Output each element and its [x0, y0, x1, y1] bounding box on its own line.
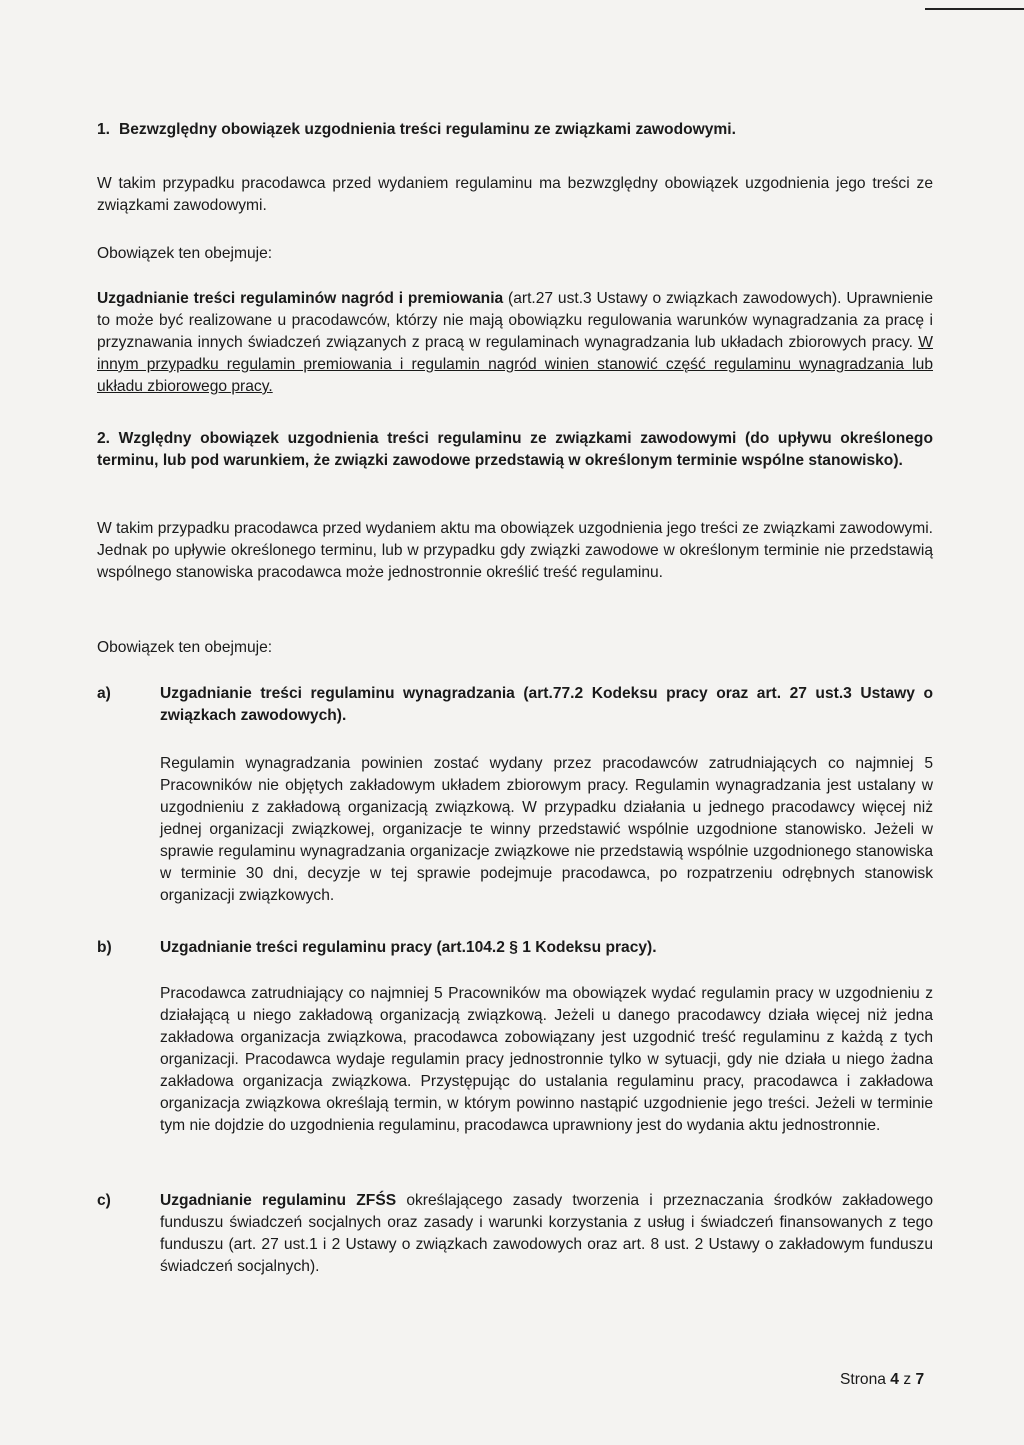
section-1-item-body: Uprawnienie to może być realizowane u pracodawców, którzy nie mają obowiązku regulowania warunków wynagradzania za pracę i przyznawania innych świadczeń związanych z pracą w regulaminach wynagradzania lub układach zbiorowych pracy. [97, 290, 933, 351]
section-2-heading: 2. Względny obowiązek uzgodnienia treści regulaminu ze związkami zawodowymi (do upływu określonego terminu, lub pod warunkiem, że związki zawodowe przedstawią w określonym terminie wspólne stanowisko). [97, 430, 933, 469]
item-b-body: Pracodawca zatrudniający co najmniej 5 Pracowników ma obowiązek wydać regulamin pracy w uzgodnieniu z działającą u niego zakładową organizacją związkową. Jeżeli u danego pracodawcy działa więcej niż jedna zakładowa organizacja związkowa, pracodawca zobowiązany jest uzgodnić treść regulaminu z każdą z tych organizacji. Pracodawca wydaje regulamin pracy jednostronnie tylko w sytuacji, gdy nie działa u niego żadna zakładowa organizacja związkowa. Przystępując do ustalania regulaminu pracy, pracodawca i zakładowa organizacja związkowa określają termin, w którym powinno nastąpić uzgodnienie jego treści. Jeżeli w terminie tym nie dojdzie do uzgodnienia regulaminu, pracodawca uprawniony jest do wydania aktu jednostronnie. [160, 985, 933, 1134]
section-1-body: W takim przypadku pracodawca przed wydaniem regulaminu ma bezwzględny obowiązek uzgodnienia jego treści ze związkami zawodowymi. [97, 175, 933, 214]
item-a-body: Regulamin wynagradzania powinien zostać wydany przez pracodawców zatrudniających co najmniej 5 Pracowników nie objętych zakładowym układem zbiorowym pracy. Regulamin wynagradzania jest ustalany w uzgodnieniu z zakładową organizacją związkową. W przypadku działania u jednego pracodawcy więcej niż jednej organizacji związkowej, organizacje te winny przedstawić wspólnie uzgodnione stanowisko. Jeżeli w sprawie regulaminu wynagradzania organizacje związkowe nie przedstawią wspólnie uzgodnionego stanowiska w terminie 30 dni, decyzje w tej sprawie podejmuje pracodawca, po rozpatrzeniu odrębnych stanowisk organizacji związkowych. [160, 755, 933, 904]
item-b-heading: Uzgadnianie treści regulaminu pracy (art.104.2 § 1 Kodeksu pracy). [160, 939, 657, 956]
item-a-heading: Uzgadnianie treści regulaminu wynagradzania (art.77.2 Kodeksu pracy oraz art. 27 ust.3 Ustawy o związkach zawodowych). [160, 685, 933, 724]
section-1-item-heading: Uzgadnianie treści regulaminów nagród i premiowania [97, 290, 504, 307]
section-2-title: Względny obowiązek uzgodnienia treści regulaminu ze związkami zawodowymi (do upływu określonego terminu, lub pod warunkiem, że związki zawodowe przedstawią w określonym terminie wspólne stanowisko). [97, 430, 933, 469]
item-c-heading: Uzgadnianie regulaminu ZFŚS [160, 1192, 397, 1209]
item-c-body: określającego zasady tworzenia i przeznaczania środków zakładowego funduszu świadczeń socjalnych oraz zasady i warunki korzystania z usług i świadczeń finansowanych z tego funduszu (art. 27 ust.1 i 2 Ustawy o związkach zawodowych oraz art. 8 ust. 2 Ustawy o zakładowym funduszu świadczeń socjalnych). [160, 1192, 933, 1275]
top-rule [925, 8, 1024, 10]
section-1-title: Bezwzględny obowiązek uzgodnienia treści regulaminu ze związkami zawodowymi. [119, 121, 736, 138]
page-number: Strona 4 z 7 [840, 1371, 925, 1388]
section-2-body: W takim przypadku pracodawca przed wydaniem aktu ma obowiązek uzgodnienia jego treści ze związkami zawodowymi. Jednak po upływie określonego terminu, lub w przypadku gdy związki zawodowe w określonym terminie nie przedstawią wspólnego stanowiska pracodawca może jednostronnie określić treść regulaminu. [97, 520, 933, 581]
item-c-letter: c) [97, 1192, 111, 1209]
item-b-letter: b) [97, 939, 112, 956]
section-1-item-underlined: W innym przypadku regulamin premiowania i regulamin nagród winien stanowić część regulaminu wynagradzania lub układu zbiorowego pracy. [97, 334, 933, 395]
section-1-includes-label: Obowiązek ten obejmuje: [97, 245, 273, 262]
section-1-item [97, 288, 933, 398]
item-c-text [160, 1190, 933, 1278]
section-1-heading: 1. Bezwzględny obowiązek uzgodnienia treści regulaminu ze związkami zawodowymi. [97, 121, 736, 138]
item-a-letter: a) [97, 685, 111, 702]
section-1-item-reference: (art.27 ust.3 Ustawy o związkach zawodowych). [503, 290, 842, 307]
section-2-includes-label: Obowiązek ten obejmuje: [97, 639, 273, 656]
